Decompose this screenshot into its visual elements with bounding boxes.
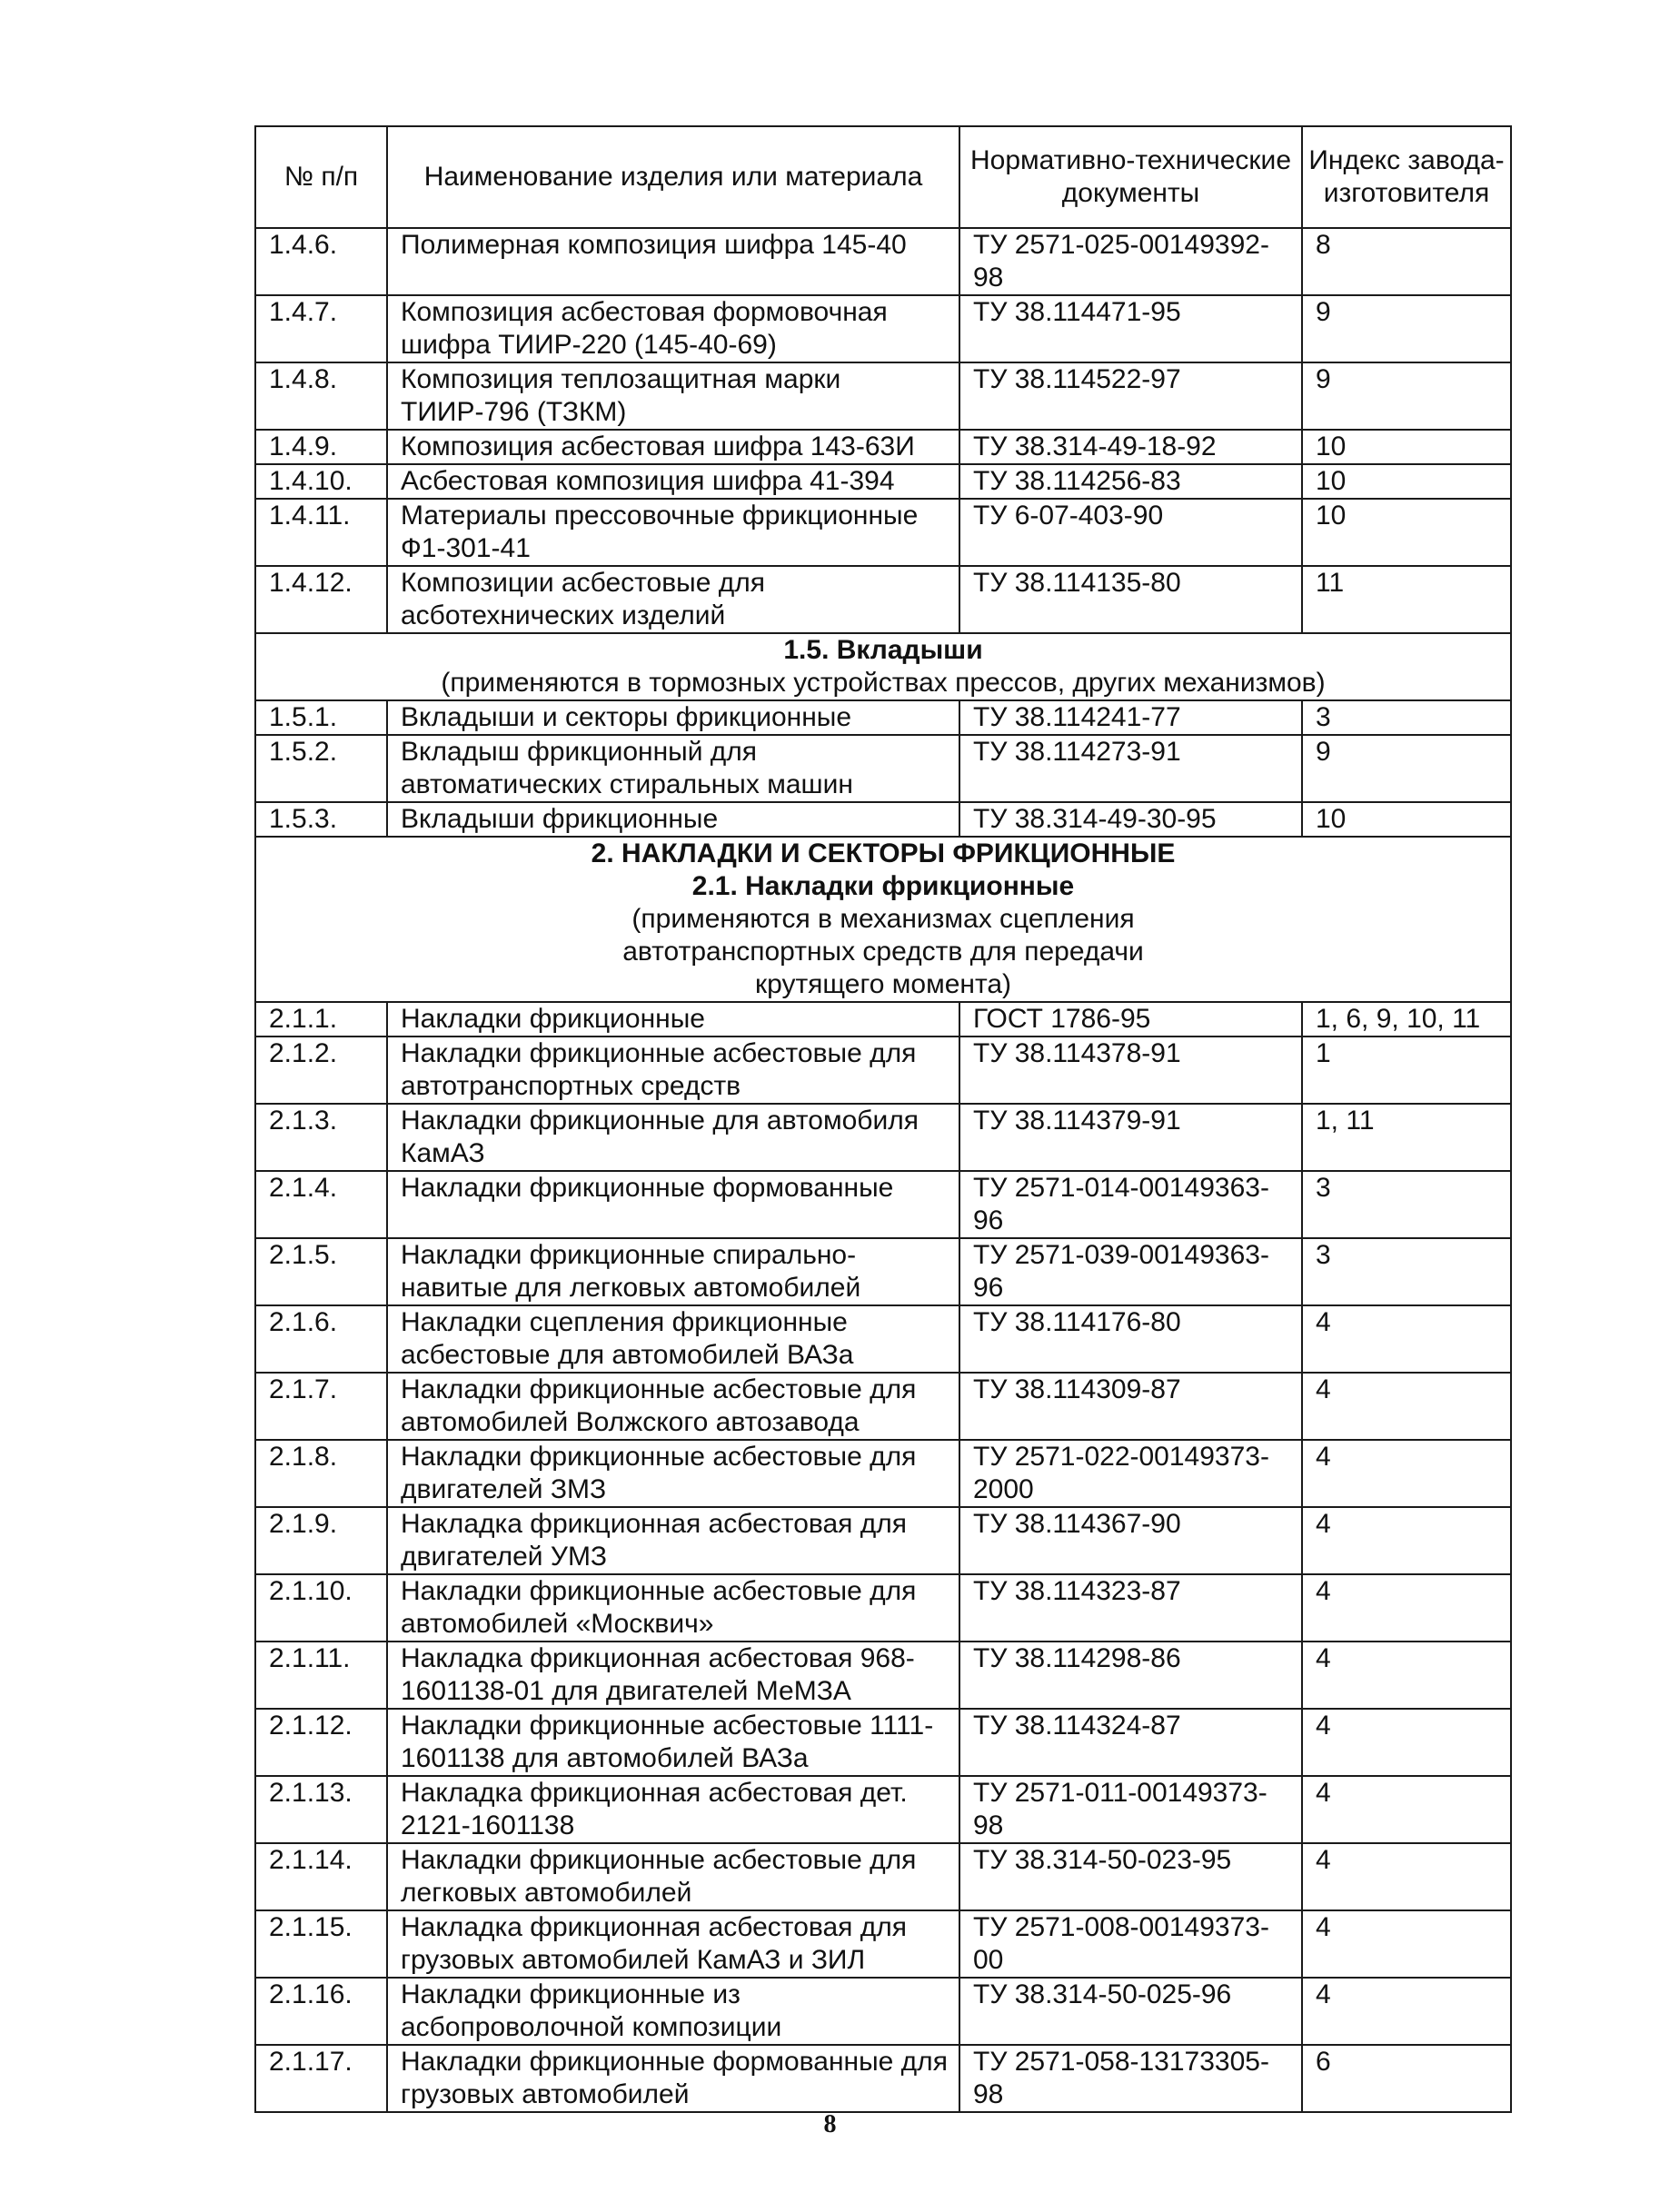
row-num: 2.1.3. <box>255 1104 387 1171</box>
section-row-2 <box>255 837 1511 1002</box>
row-doc: ТУ 38.114378-91 <box>959 1037 1302 1104</box>
row-index: 4 <box>1302 1910 1511 1978</box>
row-index: 3 <box>1302 700 1511 735</box>
row-name: Накладки фрикционные асбестовые для автотранспортных средств <box>387 1037 959 1104</box>
table-row <box>255 1910 1511 1978</box>
products-table <box>254 125 1512 2113</box>
section-1-5-cell <box>255 633 1511 700</box>
row-doc: ТУ 38.114298-86 <box>959 1642 1302 1709</box>
row-num: 2.1.8. <box>255 1440 387 1507</box>
table-row <box>255 1037 1511 1104</box>
row-name: Накладки фрикционные асбестовые для автомобилей Волжского автозавода <box>387 1373 959 1440</box>
row-name: Накладка фрикционная асбестовая дет. 2121-1601138 <box>387 1776 959 1843</box>
row-index: 9 <box>1302 735 1511 802</box>
row-name: Композиция асбестовая шифра 143-63И <box>387 430 959 464</box>
row-name: Накладки фрикционные спирально-навитые для легковых автомобилей <box>387 1238 959 1305</box>
row-index: 11 <box>1302 566 1511 633</box>
row-num: 2.1.17. <box>255 2045 387 2112</box>
row-doc: ТУ 38.114135-80 <box>959 566 1302 633</box>
row-num: 1.5.3. <box>255 802 387 837</box>
row-num: 2.1.12. <box>255 1709 387 1776</box>
row-index: 4 <box>1302 1642 1511 1709</box>
header-doc: Нормативно-технические документы <box>959 126 1302 228</box>
header-index: Индекс завода-изготовителя <box>1302 126 1511 228</box>
row-name: Накладка фрикционная асбестовая 968-1601138-01 для двигателей МеМЗА <box>387 1642 959 1709</box>
table-row <box>255 1978 1511 2045</box>
row-num: 1.5.2. <box>255 735 387 802</box>
row-name: Накладки фрикционные асбестовые для легковых автомобилей <box>387 1843 959 1910</box>
row-index: 4 <box>1302 1709 1511 1776</box>
header-num: № п/п <box>255 126 387 228</box>
row-index: 3 <box>1302 1171 1511 1238</box>
row-name: Полимерная композиция шифра 145-40 <box>387 228 959 295</box>
row-name: Материалы прессовочные фрикционные Ф1-301-41 <box>387 499 959 566</box>
row-doc: ТУ 38.114309-87 <box>959 1373 1302 1440</box>
row-index: 1, 6, 9, 10, 11 <box>1302 1002 1511 1037</box>
row-doc: ТУ 38.114471-95 <box>959 295 1302 362</box>
table-header-row <box>255 126 1511 228</box>
table-row <box>255 228 1511 295</box>
row-index: 8 <box>1302 228 1511 295</box>
row-num: 2.1.1. <box>255 1002 387 1037</box>
row-index: 4 <box>1302 1440 1511 1507</box>
table-row <box>255 1002 1511 1037</box>
row-index: 1 <box>1302 1037 1511 1104</box>
row-index: 10 <box>1302 499 1511 566</box>
row-num: 1.4.11. <box>255 499 387 566</box>
row-num: 1.4.9. <box>255 430 387 464</box>
page-number: 8 <box>823 2110 837 2138</box>
row-doc: ТУ 38.314-49-18-92 <box>959 430 1302 464</box>
row-name: Композиция теплозащитная марки ТИИР-796 (ТЗКМ) <box>387 362 959 430</box>
table-row <box>255 1440 1511 1507</box>
row-name: Вкладыши фрикционные <box>387 802 959 837</box>
row-doc: ТУ 6-07-403-90 <box>959 499 1302 566</box>
row-name: Композиция асбестовая формовочная шифра ТИИР-220 (145-40-69) <box>387 295 959 362</box>
row-num: 2.1.13. <box>255 1776 387 1843</box>
row-num: 2.1.16. <box>255 1978 387 2045</box>
row-doc: ТУ 38.114256-83 <box>959 464 1302 499</box>
row-name: Накладка фрикционная асбестовая для грузовых автомобилей КамАЗ и ЗИЛ <box>387 1910 959 1978</box>
table-row <box>255 1709 1511 1776</box>
table-row <box>255 1843 1511 1910</box>
row-index: 4 <box>1302 1843 1511 1910</box>
row-doc: ТУ 38.114273-91 <box>959 735 1302 802</box>
row-doc: ТУ 2571-039-00149363-96 <box>959 1238 1302 1305</box>
row-index: 9 <box>1302 362 1511 430</box>
table-row <box>255 1642 1511 1709</box>
row-doc: ТУ 38.114176-80 <box>959 1305 1302 1373</box>
row-num: 2.1.2. <box>255 1037 387 1104</box>
header-name: Наименование изделия или материала <box>387 126 959 228</box>
row-index: 10 <box>1302 802 1511 837</box>
row-num: 1.4.8. <box>255 362 387 430</box>
section-2-1-subtitle: 2.1. Накладки фрикционные <box>691 871 1075 901</box>
row-name: Накладка фрикционная асбестовая для двигателей УМЗ <box>387 1507 959 1574</box>
row-doc: ТУ 38.314-50-025-96 <box>959 1978 1302 2045</box>
row-index: 3 <box>1302 1238 1511 1305</box>
row-name: Накладки фрикционные <box>387 1002 959 1037</box>
table-row <box>255 700 1511 735</box>
row-doc: ТУ 38.114324-87 <box>959 1709 1302 1776</box>
row-index: 4 <box>1302 1507 1511 1574</box>
row-doc: ТУ 38.114241-77 <box>959 700 1302 735</box>
row-doc: ТУ 2571-025-00149392-98 <box>959 228 1302 295</box>
section-2-1-note: (применяются в механизмах сцепления автотранспортных средств для передачи крутящего момента) <box>622 904 1144 999</box>
row-index: 4 <box>1302 1305 1511 1373</box>
row-name: Асбестовая композиция шифра 41-394 <box>387 464 959 499</box>
row-doc: ТУ 2571-058-13173305-98 <box>959 2045 1302 2112</box>
row-index: 6 <box>1302 2045 1511 2112</box>
row-name: Накладки фрикционные формованные <box>387 1171 959 1238</box>
section-2-cell <box>255 837 1511 1002</box>
table-row <box>255 499 1511 566</box>
row-doc: ТУ 38.114379-91 <box>959 1104 1302 1171</box>
row-name: Накладки фрикционные из асбопроволочной композиции <box>387 1978 959 2045</box>
section-2-title: 2. НАКЛАДКИ И СЕКТОРЫ ФРИКЦИОННЫЕ <box>591 838 1176 868</box>
row-doc: ТУ 2571-014-00149363-96 <box>959 1171 1302 1238</box>
row-num: 1.4.10. <box>255 464 387 499</box>
row-index: 10 <box>1302 464 1511 499</box>
row-num: 1.4.7. <box>255 295 387 362</box>
row-doc: ГОСТ 1786-95 <box>959 1002 1302 1037</box>
section-1-5-title: 1.5. Вкладыши <box>783 635 983 665</box>
section-1-5-note: (применяются в тормозных устройствах прессов, других механизмов) <box>441 668 1326 698</box>
table-row <box>255 1776 1511 1843</box>
row-doc: ТУ 2571-008-00149373-00 <box>959 1910 1302 1978</box>
row-num: 1.4.6. <box>255 228 387 295</box>
table-row <box>255 464 1511 499</box>
row-index: 4 <box>1302 1373 1511 1440</box>
block-2-1 <box>255 1002 1511 2112</box>
row-doc: ТУ 38.114323-87 <box>959 1574 1302 1642</box>
table-row <box>255 1104 1511 1171</box>
row-num: 2.1.4. <box>255 1171 387 1238</box>
row-name: Накладки фрикционные для автомобиля КамАЗ <box>387 1104 959 1171</box>
row-name: Накладки фрикционные формованные для грузовых автомобилей <box>387 2045 959 2112</box>
section-row-1-5 <box>255 633 1511 700</box>
row-doc: ТУ 38.114367-90 <box>959 1507 1302 1574</box>
row-index: 4 <box>1302 1776 1511 1843</box>
table-row <box>255 1305 1511 1373</box>
table-row <box>255 430 1511 464</box>
table-row <box>255 1574 1511 1642</box>
row-name: Накладки фрикционные асбестовые для автомобилей «Москвич» <box>387 1574 959 1642</box>
row-doc: ТУ 2571-022-00149373-2000 <box>959 1440 1302 1507</box>
block-1-5 <box>255 700 1511 837</box>
table-row <box>255 362 1511 430</box>
table-row <box>255 802 1511 837</box>
row-index: 1, 11 <box>1302 1104 1511 1171</box>
table-row <box>255 295 1511 362</box>
row-num: 2.1.9. <box>255 1507 387 1574</box>
table-row <box>255 1373 1511 1440</box>
row-index: 4 <box>1302 1574 1511 1642</box>
block-1-4 <box>255 228 1511 633</box>
row-num: 2.1.15. <box>255 1910 387 1978</box>
row-name: Вкладыши и секторы фрикционные <box>387 700 959 735</box>
row-num: 2.1.7. <box>255 1373 387 1440</box>
row-name: Композиции асбестовые для асботехнических изделий <box>387 566 959 633</box>
row-doc: ТУ 38.114522-97 <box>959 362 1302 430</box>
row-name: Накладки фрикционные асбестовые 1111-1601138 для автомобилей ВАЗа <box>387 1709 959 1776</box>
table-row <box>255 1507 1511 1574</box>
table-row <box>255 1171 1511 1238</box>
table-row <box>255 1238 1511 1305</box>
row-doc: ТУ 2571-011-00149373-98 <box>959 1776 1302 1843</box>
section-2 <box>255 837 1511 1002</box>
row-index: 4 <box>1302 1978 1511 2045</box>
row-num: 2.1.10. <box>255 1574 387 1642</box>
row-num: 1.5.1. <box>255 700 387 735</box>
row-num: 2.1.14. <box>255 1843 387 1910</box>
row-name: Накладки фрикционные асбестовые для двигателей ЗМЗ <box>387 1440 959 1507</box>
row-num: 1.4.12. <box>255 566 387 633</box>
row-name: Вкладыш фрикционный для автоматических стиральных машин <box>387 735 959 802</box>
table-row <box>255 2045 1511 2112</box>
row-num: 2.1.5. <box>255 1238 387 1305</box>
row-doc: ТУ 38.314-49-30-95 <box>959 802 1302 837</box>
row-name: Накладки сцепления фрикционные асбестовые для автомобилей ВАЗа <box>387 1305 959 1373</box>
row-index: 9 <box>1302 295 1511 362</box>
row-index: 10 <box>1302 430 1511 464</box>
row-doc: ТУ 38.314-50-023-95 <box>959 1843 1302 1910</box>
table-row <box>255 735 1511 802</box>
row-num: 2.1.6. <box>255 1305 387 1373</box>
section-1-5 <box>255 633 1511 700</box>
row-num: 2.1.11. <box>255 1642 387 1709</box>
table-row <box>255 566 1511 633</box>
